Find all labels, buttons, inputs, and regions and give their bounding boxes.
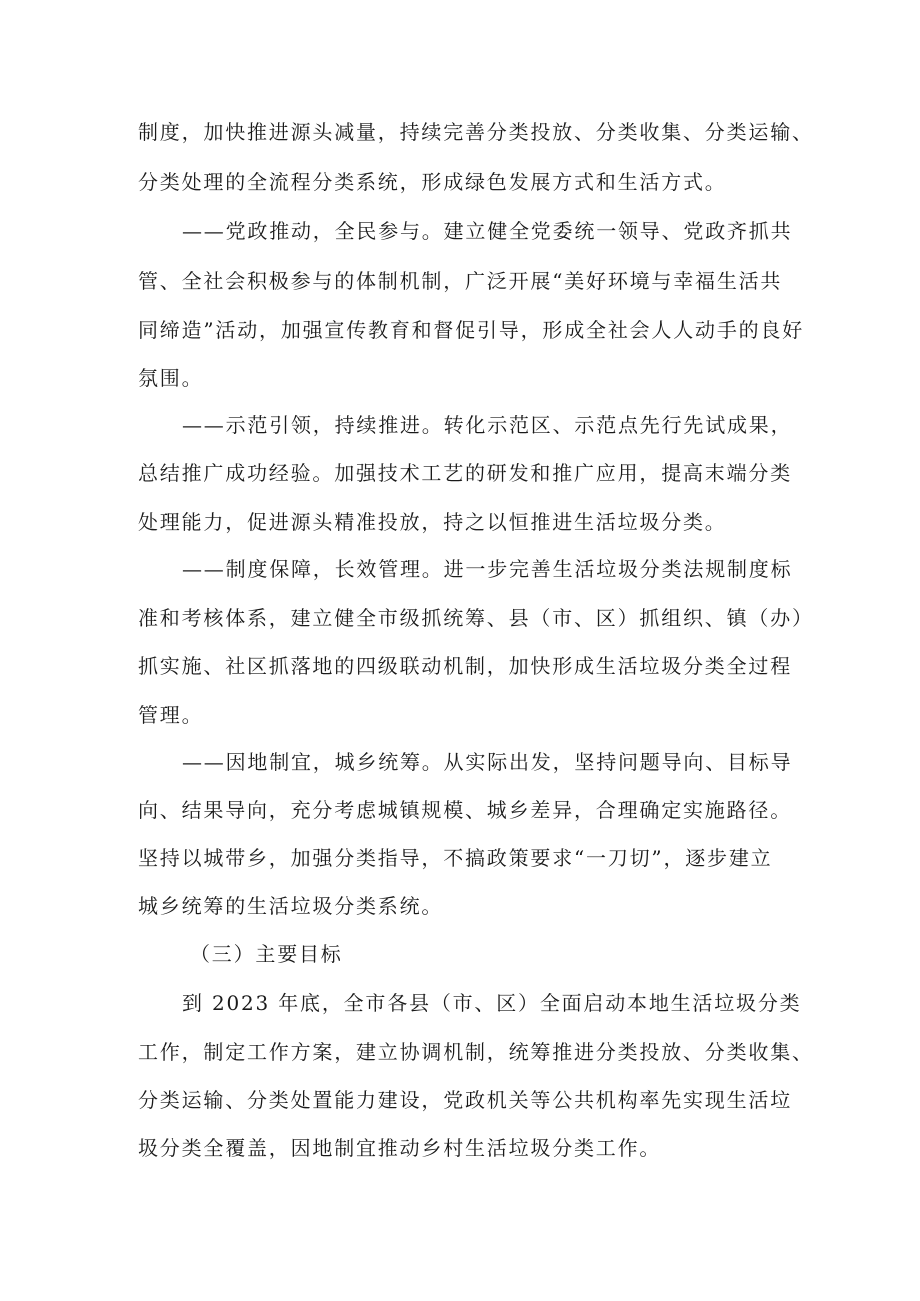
paragraph-line: 坚持以城带乡，加强分类指导，不搞政策要求“一刀切”，逐步建立 <box>138 846 773 870</box>
paragraph-line: 分类运输、分类处置能力建设，党政机关等公共机构率先实现生活垃 <box>138 1088 792 1112</box>
paragraph-line: 准和考核体系，建立健全市级抓统筹、县（市、区）抓组织、镇（办） <box>138 606 814 630</box>
paragraph-line: 同缔造”活动，加强宣传教育和督促引导，形成全社会人人动手的良好 <box>138 318 805 342</box>
paragraph-line: ——党政推动，全民参与。建立健全党委统一领导、党政齐抓共 <box>182 219 793 243</box>
paragraph-line: 圾分类全覆盖，因地制宜推动乡村生活垃圾分类工作。 <box>138 1136 662 1160</box>
paragraph-line: 总结推广成功经验。加强技术工艺的研发和推广应用，提高末端分类 <box>138 461 792 485</box>
paragraph-line: 氛围。 <box>138 366 204 390</box>
section-heading: （三）主要目标 <box>190 942 343 966</box>
paragraph-line: ——因地制宜，城乡统筹。从实际出发，坚持问题导向、目标导 <box>182 750 793 774</box>
paragraph-line: ——制度保障，长效管理。进一步完善生活垃圾分类法规制度标 <box>182 557 793 581</box>
paragraph-line: 工作，制定工作方案，建立协调机制，统筹推进分类投放、分类收集、 <box>138 1040 814 1064</box>
paragraph-line: 到 2023 年底，全市各县（市、区）全面启动本地生活垃圾分类 <box>182 991 802 1015</box>
paragraph-line: 处理能力，促进源头精准投放，持之以恒推进生活垃圾分类。 <box>138 510 727 534</box>
paragraph-line: 抓实施、社区抓落地的四级联动机制，加快形成生活垃圾分类全过程 <box>138 654 792 678</box>
paragraph-line: ——示范引领，持续推进。转化示范区、示范点先行先试成果， <box>182 413 793 437</box>
paragraph-line: 向、结果导向，充分考虑城镇规模、城乡差异，合理确定实施路径。 <box>138 798 792 822</box>
paragraph-line: 分类处理的全流程分类系统，形成绿色发展方式和生活方式。 <box>138 170 727 194</box>
paragraph-line: 城乡统筹的生活垃圾分类系统。 <box>138 894 444 918</box>
paragraph-line: 管理。 <box>138 703 204 727</box>
paragraph-line: 管、全社会积极参与的体制机制，广泛开展“美好环境与幸福生活共 <box>138 269 783 293</box>
paragraph-line: 制度，加快推进源头减量，持续完善分类投放、分类收集、分类运输、 <box>138 120 814 144</box>
